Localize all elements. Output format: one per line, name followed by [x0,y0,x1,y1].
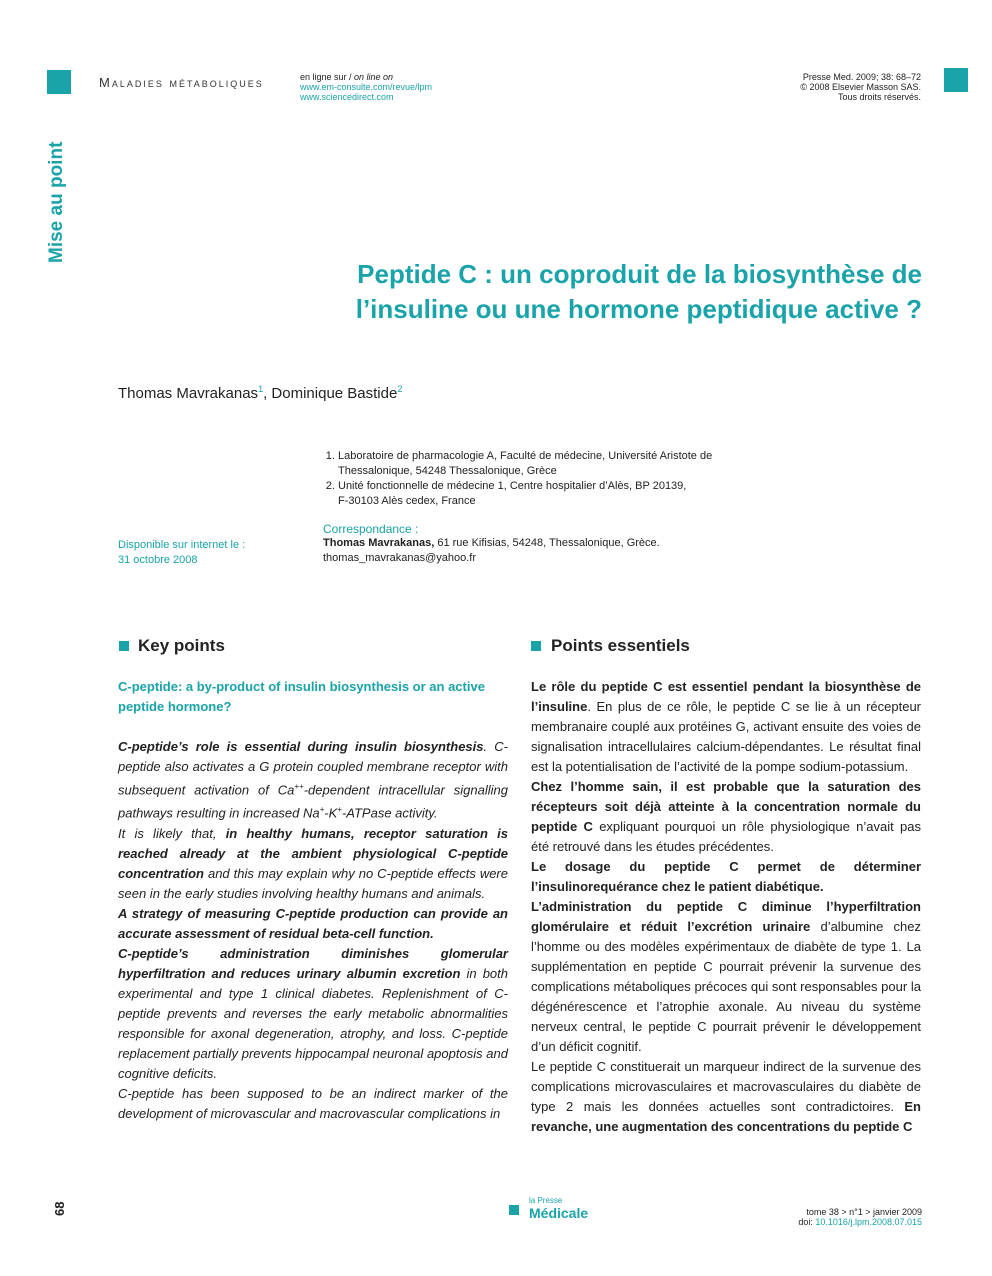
affiliation-2-line-a: Unité fonctionnelle de médecine 1, Centre hospitalier d’Alès, BP 20139, [338,480,687,492]
affiliation-2-line-b: F-30103 Alès cedex, France [338,495,476,507]
key-point-4-rest: in both experimental and type 1 clinical diabetes. Replenishment of C-peptide prevents and reverses the early metabolic abnormalities responsible for axonal degeneration, atrophy, and loss. C-peptide replacement partially prevents hippocampal neuronal apoptosis and cognitive deficits. [118,965,508,1081]
online-info [300,72,432,102]
key-point-3-bold: A strategy of measuring C-peptide production can provide an accurate assessment of residual beta-cell function. [118,905,508,941]
online-en: on line on [354,72,394,82]
point-essentiel-1 [531,677,921,777]
correspondence-address [323,536,660,551]
point-essentiel-5-rest: Le peptide C constituerait un marqueur indirect de la survenue des complications microvasculaires et macrovasculaires du diabète de type 2 mais les données actuelles sont contradictoires. [531,1059,921,1114]
key-point-1 [118,737,508,824]
journal-logo-square [509,1205,519,1215]
doi-line [622,1217,922,1227]
affiliations [322,449,742,509]
availability [118,538,245,568]
journal-logo [529,1195,588,1219]
point-essentiel-2-rest: expliquant pourquoi un rôle physiologique n’avait pas été retrouvé dans les études précédentes. [531,819,921,854]
footer-reference [622,1207,922,1227]
key-point-1-sup3: + [337,805,342,815]
correspondence-name: Thomas Mavrakanas, [323,537,435,549]
title-line-2: l’insuline ou une hormone peptidique active ? [355,294,922,324]
url-em-consulte[interactable]: www.em-consulte.com/revue/lpm [300,82,433,92]
key-point-2-b: and this may explain why no C-peptide effects were seen in the early studies involving healthy humans and animals. [118,865,508,901]
corner-marker-square [944,68,968,92]
author-2-affil: 2 [397,384,403,394]
point-essentiel-5-bold: En revanche, une augmentation des concentrations du peptide C [531,1099,921,1134]
availability-label: Disponible sur internet le : [118,539,246,551]
availability-date: 31 octobre 2008 [118,554,198,566]
key-point-3 [118,904,508,944]
point-essentiel-4 [531,897,921,1057]
correspondence-email[interactable]: thomas_mavrakanas@yahoo.fr [323,552,477,564]
point-essentiel-4-rest: d’albumine chez l’homme ou des modèles expérimentaux de diabète de type 1. La supplémentation en peptide C pourrait prévenir la survenue des complications métaboliques précoces qui sont responsables pour la dégénérescence et l’atrophie axonale. Au niveau du système nerveux central, le peptide C pourrait prévenir le développement d’un déficit cognitif. [531,919,921,1054]
doi-link[interactable]: 10.1016/j.lpm.2008.07.015 [815,1217,922,1227]
journal-logo-top: la Presse [529,1196,563,1205]
section-marker-square [47,70,71,94]
points-essentiels-body [531,677,921,1137]
key-point-4 [118,944,508,1084]
key-points-body [118,737,508,1124]
author-separator: , [263,385,272,402]
author-1-affil: 1 [258,384,264,394]
article-title [200,257,922,327]
key-point-4-bold: C-peptide’s administration diminishes glomerular hyperfiltration and reduces urinary albumin excretion [118,945,508,981]
page-number: 68 [52,1201,67,1216]
key-point-1-sup1: ++ [294,782,304,791]
key-points-heading: Key points [138,636,225,655]
key-points-subtitle: C-peptide: a by-product of insulin biosynthesis or an active peptide hormone? [118,679,485,714]
journal-citation: Presse Med. 2009; 38: 68–72 [802,72,921,82]
affiliation-1-line-a: Laboratoire de pharmacologie A, Faculté de médecine, Université Aristote de [338,450,713,462]
key-point-1-b: -dependent intracellular signalling pathways resulting in increased Na [118,782,508,821]
point-essentiel-1-rest: . En plus de ce rôle, le peptide C se lie à un récepteur membranaire couplé aux protéines G, activant ensuite des voies de signalisation intracellulaires calcium-dépendantes. Le résultat final est la potentialisation de l’activité de la pompe sodium-potassium. [531,699,921,774]
key-point-1-c: -K [324,805,338,821]
key-points-marker [119,641,129,651]
affiliation-2 [338,479,742,509]
side-label-mise-au-point: Mise au point [46,141,67,263]
point-essentiel-2 [531,777,921,857]
key-point-2-bold: in healthy humans, receptor saturation is reached already at the ambient physiological C-peptide concentration [118,825,509,881]
point-essentiel-4-bold: L’administration du peptide C diminue l’hyperfiltration glomérulaire et réduit l’excrétion urinaire [531,899,921,934]
key-point-2-a: It is likely that, [118,825,226,841]
key-point-1-sup2: + [319,805,325,815]
correspondence-title: Correspondance : [323,522,419,536]
point-essentiel-2-bold: Chez l’homme sain, il est probable que la saturation des récepteurs soit déjà atteinte à la concentration normale du peptide C [531,779,921,834]
journal-reference [661,72,921,102]
issue-info: tome 38 > n°1 > janvier 2009 [806,1207,922,1217]
journal-logo-main: Médicale [529,1205,589,1221]
point-essentiel-1-bold: Le rôle du peptide C est essentiel pendant la biosynthèse de l’insuline [531,679,921,714]
points-essentiels-heading: Points essentiels [551,636,690,655]
key-point-1-bold: C-peptide’s role is essential during insulin biosynthesis [118,739,484,754]
correspondence-street: 61 rue Kifisias, 54248, Thessalonique, Grèce. [434,537,660,549]
section-label: Maladies métaboliques [99,75,264,90]
copyright: © 2008 Elsevier Masson SAS. [800,82,921,92]
point-essentiel-5 [531,1057,921,1137]
author-2: Dominique Bastide [271,385,398,402]
rights: Tous droits réservés. [837,92,921,102]
authors [118,384,402,402]
points-essentiels-marker [531,641,541,651]
key-point-2 [118,824,508,904]
point-essentiel-3 [531,857,921,897]
key-point-1-a: . C-peptide also activates a G protein coupled membrane receptor with subsequent activation of Ca [118,739,508,798]
doi-label: doi: [798,1217,816,1227]
affiliation-1-line-b: Thessalonique, 54248 Thessalonique, Grèce [338,465,557,477]
online-prefix: en ligne sur / [300,72,355,82]
url-sciencedirect[interactable]: www.sciencedirect.com [300,92,394,102]
author-1: Thomas Mavrakanas [118,385,259,402]
correspondence [323,522,660,566]
key-point-5: C-peptide has been supposed to be an indirect marker of the development of microvascular and macrovascular complications in [118,1085,508,1121]
title-line-1: Peptide C : un coproduit de la biosynthèse de [357,259,922,289]
key-point-1-d: -ATPase activity. [341,805,438,821]
point-essentiel-3-bold: Le dosage du peptide C permet de déterminer l’insulinorequérance chez le patient diabétique. [531,859,921,894]
affiliation-1 [338,449,742,479]
